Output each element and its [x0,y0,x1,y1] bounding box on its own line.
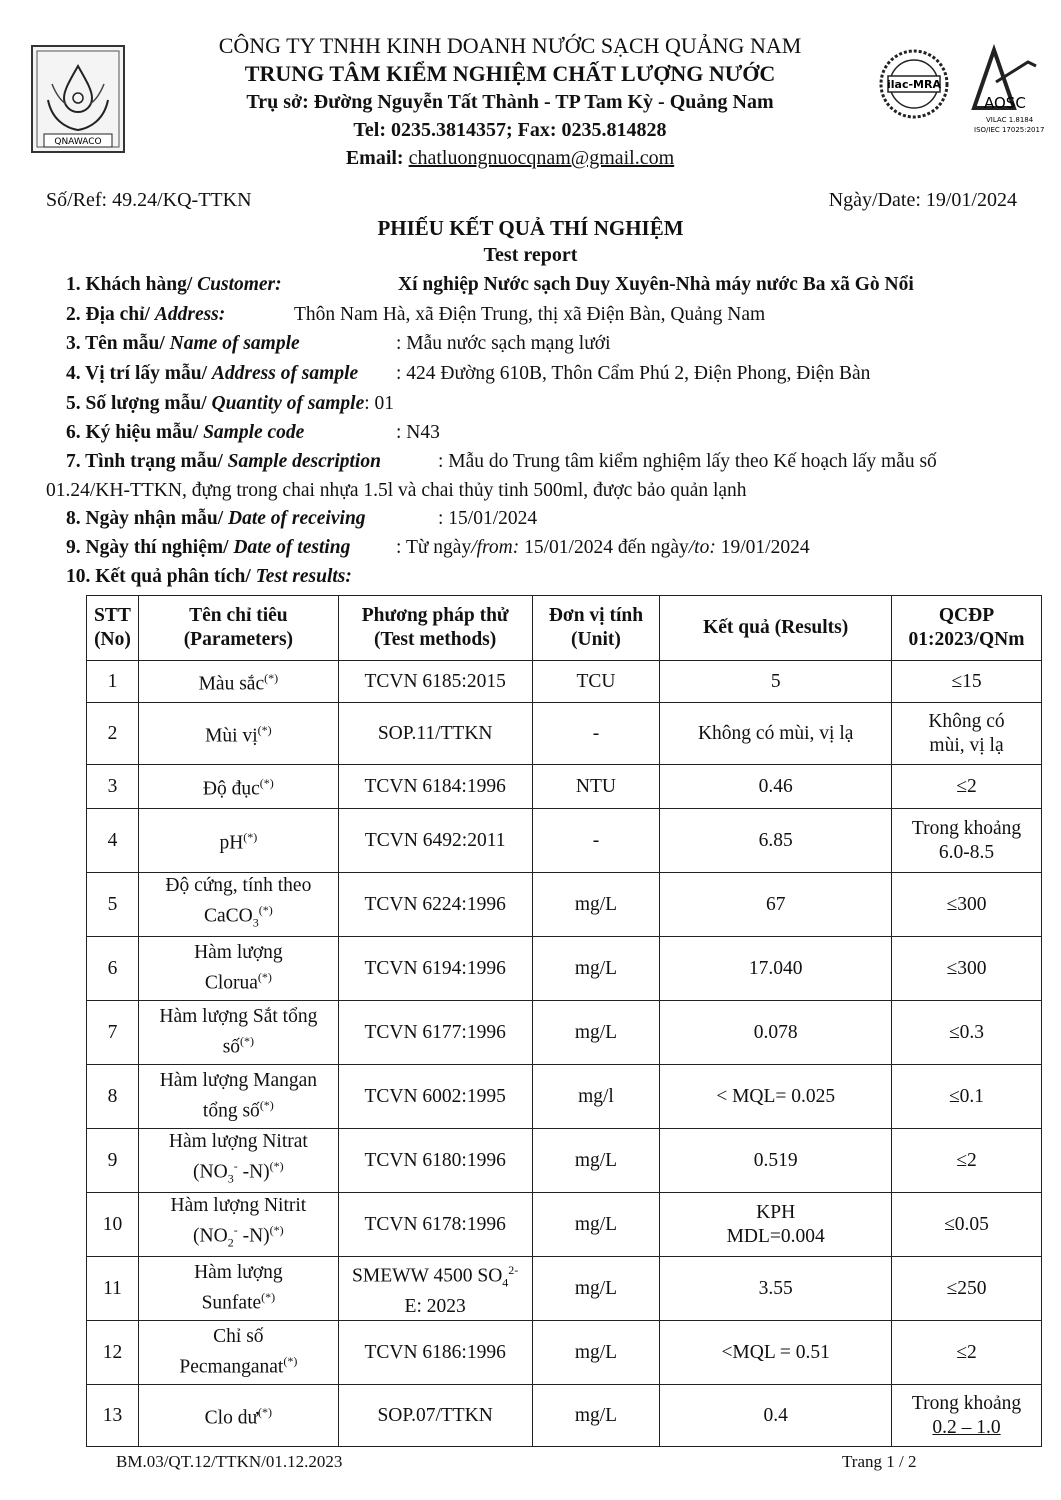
form-code: BM.03/QT.12/TTKN/01.12.2023 [116,1452,343,1471]
table-row: 6 Hàm lượng Clorua(*) TCVN 6194:1996 mg/L 17.040 ≤300 [87,937,1042,1001]
sample-description-value: : Mẫu do Trung tâm kiểm nghiệm lấy theo Kế hoạch lấy mẫu số [438,451,937,472]
svg-text:VILAC 1.8184: VILAC 1.8184 [986,116,1034,124]
table-row: 7 Hàm lượng Sắt tổng số(*) TCVN 6177:1996 mg/L 0.078 ≤0.3 [87,1001,1042,1065]
sample-code-value: : N43 [396,422,440,443]
header-unit: Đơn vị tính (Unit) [532,596,660,661]
table-row: 12 Chỉ số Pecmanganat(*) TCVN 6186:1996 mg/L <MQL = 0.51 ≤2 [87,1321,1042,1385]
svg-text:AOSC: AOSC [984,94,1026,112]
quantity-value: : 01 [364,393,395,414]
reference-number: Số/Ref: 49.24/KQ-TTKN [46,189,252,211]
email-label: Email: [345,147,404,169]
svg-text:ISO/IEC 17025:2017: ISO/IEC 17025:2017 [974,126,1045,134]
email-line [150,144,870,172]
company-name: CÔNG TY TNHH KINH DOANH NƯỚC SẠCH QUẢNG NAM [218,33,802,58]
table-row: 2 Mùi vị(*) SOP.11/TTKN - Không có mùi, vị lạ Không có mùi, vị lạ [87,703,1042,765]
header-results: Kết quả (Results) [660,596,892,661]
svg-text:ilac-MRA: ilac-MRA [887,78,941,91]
customer-value: Xí nghiệp Nước sạch Duy Xuyên-Nhà máy nước Ba xã Gò Nổi [398,274,914,295]
address-line: 2. Địa chỉ/ Address: Thôn Nam Hà, xã Điện Trung, thị xã Điện Bàn, Quảng Nam [66,304,766,325]
table-row: 4 pH(*) TCVN 6492:2011 - 6.85 Trong khoảng 6.0-8.5 [87,809,1042,873]
header-parameters: Tên chỉ tiêu (Parameters) [138,596,338,661]
header-standard: QCĐP 01:2023/QNm [892,596,1042,661]
sample-location-value: : 424 Đường 610B, Thôn Cẩm Phú 2, Điện Phong, Điện Bàn [396,363,871,384]
table-row: 8 Hàm lượng Mangan tổng số(*) TCVN 6002:1995 mg/l < MQL= 0.025 ≤0.1 [87,1065,1042,1129]
test-results-label: 10. Kết quả phân tích/ Test results: [66,566,352,587]
header-methods: Phương pháp thử (Test methods) [338,596,532,661]
testing-date-value: : Từ ngày/from: 15/01/2024 đến ngày/to: 19/01/2024 [396,537,810,558]
table-row: 13 Clo dư(*) SOP.07/TTKN mg/L 0.4 Trong khoảng 0.2 – 1.0 [87,1385,1042,1447]
receiving-date-line: 8. Ngày nhận mẫu/ Date of receiving : 15/01/2024 [66,508,538,529]
table-row: 5 Độ cứng, tính theo CaCO$_3$(*) TCVN 6224:1996 mg/L 67 ≤300 [87,873,1042,937]
sample-description-cont: 01.24/KH-TTKN, đựng trong chai nhựa 1.5l và chai thủy tinh 500ml, được bảo quản lạnh [46,480,747,501]
sample-location-line: 4. Vị trí lấy mẫu/ Address of sample : 424 Đường 610B, Thôn Cẩm Phú 2, Điện Phong, Điện Bàn [66,363,871,384]
report-subtitle: Test report [483,244,578,266]
sample-description-line: 7. Tình trạng mẫu/ Sample description : Mẫu do Trung tâm kiểm nghiệm lấy theo Kế hoạch lấy mẫu số [66,451,937,472]
quantity-line: 5. Số lượng mẫu/ Quantity of sample: 01 [66,393,395,414]
table-row: 1 Màu sắc(*) TCVN 6185:2015 TCU 5 ≤15 [87,661,1042,703]
report-date: Ngày/Date: 19/01/2024 [828,189,1017,211]
sample-name-line: 3. Tên mẫu/ Name of sample : Mẫu nước sạch mạng lưới [66,333,611,354]
phone-fax: Tel: 0235.3814357; Fax: 0235.814828 [353,119,667,141]
table-row: 10 Hàm lượng Nitrit ($NO_2^-$ -N)(*) TCVN 6178:1996 mg/L KPH MDL=0.004 ≤0.05 [87,1193,1042,1257]
head-office-address: Trụ sở: Đường Nguyễn Tất Thành - TP Tam Kỳ - Quảng Nam [246,91,774,113]
letterhead [150,32,870,172]
company-logo [30,44,126,154]
sample-name-value: : Mẫu nước sạch mạng lưới [396,333,611,354]
table-row: 11 Hàm lượng Sunfate(*) SMEWW 4500 $SO_4^{2-}$ E: 2023 mg/L 3.55 ≤250 [87,1257,1042,1321]
email-link[interactable]: chatluongnuocqnam@gmail.com [408,147,675,169]
table-header-row [87,596,1042,661]
results-table [86,595,1042,1447]
header-stt: STT (No) [87,596,139,661]
receiving-date-value: : 15/01/2024 [438,508,538,529]
sample-code-line: 6. Ký hiệu mẫu/ Sample code : N43 [66,422,440,443]
center-name: TRUNG TÂM KIỂM NGHIỆM CHẤT LƯỢNG NƯỚC [244,61,776,86]
page-number: Trang 1 / 2 [842,1452,917,1471]
table-row: 9 Hàm lượng Nitrat ($NO_3^-$ -N)(*) TCVN 6180:1996 mg/L 0.519 ≤2 [87,1129,1042,1193]
svg-text:QNAWACO: QNAWACO [54,137,102,147]
customer-line: 1. Khách hàng/ Customer: Xí nghiệp Nước sạch Duy Xuyên-Nhà máy nước Ba xã Gò Nổi [66,274,914,295]
table-row: 3 Độ đục(*) TCVN 6184:1996 NTU 0.46 ≤2 [87,765,1042,809]
accreditation-logos [878,42,1048,138]
report-title: PHIẾU KẾT QUẢ THÍ NGHIỆM [377,216,684,240]
address-value: Thôn Nam Hà, xã Điện Trung, thị xã Điện Bàn, Quảng Nam [294,304,766,325]
testing-date-line: 9. Ngày thí nghiệm/ Date of testing : Từ ngày/from: 15/01/2024 đến ngày/to: 19/01/2024 [66,537,810,558]
